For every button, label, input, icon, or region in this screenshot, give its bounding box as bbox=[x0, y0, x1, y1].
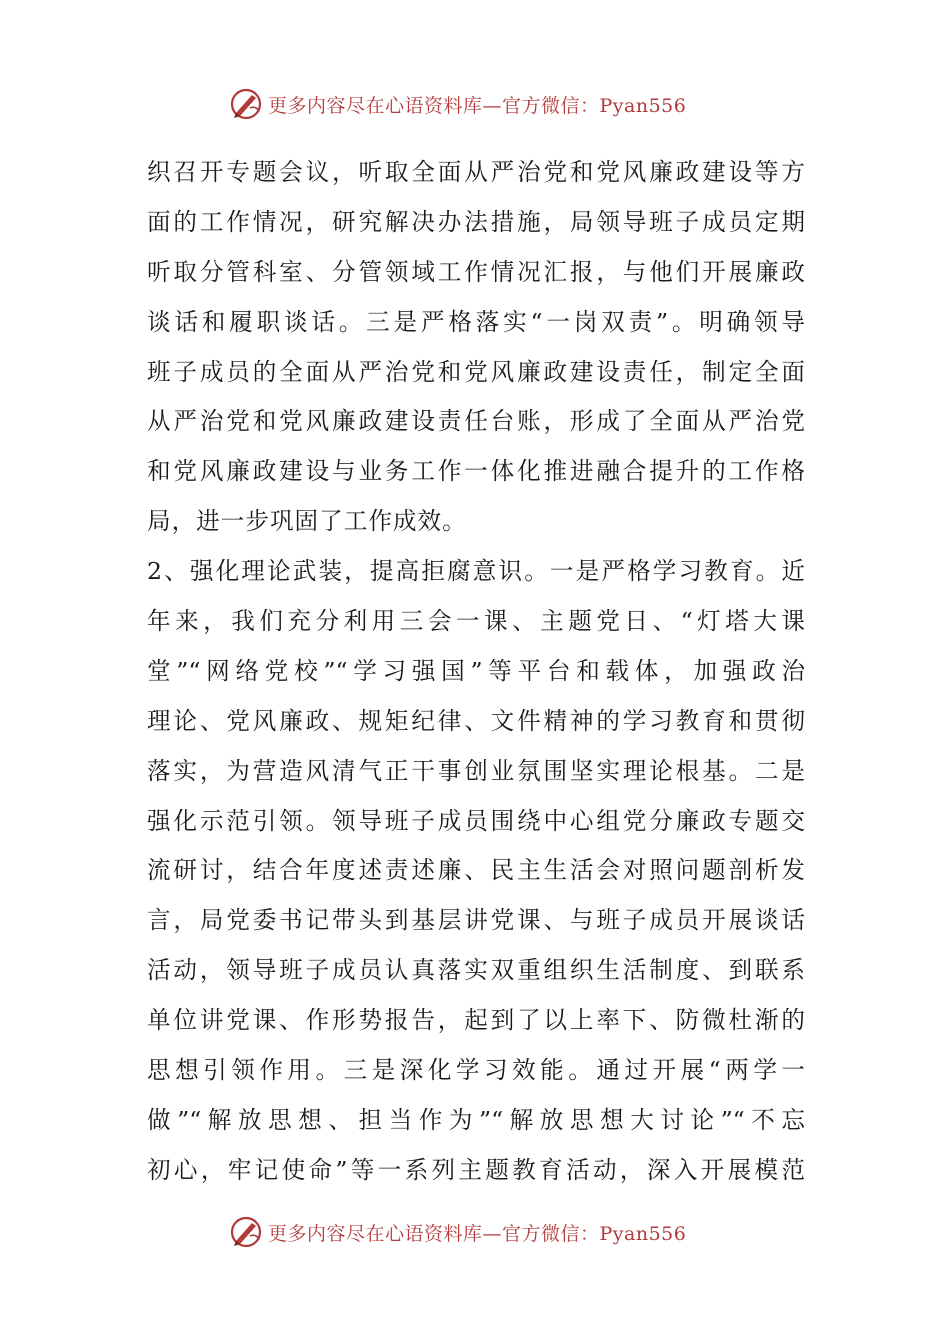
text-line: 从严治党和党风廉政建设责任台账，形成了全面从严治党 bbox=[147, 407, 805, 436]
text-line: 局，进一步巩固了工作成效。 bbox=[147, 507, 467, 536]
pen-logo-icon bbox=[228, 86, 264, 122]
watermark-text: 更多内容尽在心语资料库—官方微信：Pyan556 bbox=[268, 1222, 687, 1245]
text-line: 流研讨，结合年度述责述廉、民主生活会对照问题剖析发 bbox=[147, 856, 805, 885]
text-line: 和党风廉政建设与业务工作一体化推进融合提升的工作格 bbox=[147, 457, 805, 486]
text-line: 活动，领导班子成员认真落实双重组织生活制度、到联系 bbox=[147, 956, 805, 985]
text-line: 强化示范引领。领导班子成员围绕中心组党分廉政专题交 bbox=[147, 806, 805, 835]
text-line: 单位讲党课、作形势报告，起到了以上率下、防微杜渐的 bbox=[147, 1006, 805, 1035]
text-line: 班子成员的全面从严治党和党风廉政建设责任，制定全面 bbox=[147, 357, 805, 386]
watermark-header bbox=[228, 84, 686, 124]
document-body bbox=[147, 148, 805, 1196]
text-line: 年来，我们充分利用三会一课、主题党日、“灯塔大课 bbox=[147, 607, 805, 636]
watermark-text: 更多内容尽在心语资料库—官方微信：Pyan556 bbox=[268, 94, 687, 117]
text-line: 落实，为营造风清气正干事创业氛围坚实理论根基。二是 bbox=[147, 756, 805, 785]
pen-logo-icon bbox=[228, 1214, 264, 1250]
text-line: 听取分管科室、分管领域工作情况汇报，与他们开展廉政 bbox=[147, 257, 805, 286]
text-line: 思想引领作用。三是深化学习效能。通过开展“两学一 bbox=[147, 1056, 805, 1085]
text-line: 做”“解放思想、担当作为”“解放思想大讨论”“不忘 bbox=[147, 1105, 805, 1134]
text-line: 初心，牢记使命”等一系列主题教育活动，深入开展模范 bbox=[147, 1155, 805, 1184]
text-line: 面的工作情况，研究解决办法措施，局领导班子成员定期 bbox=[147, 207, 805, 236]
text-line: 织召开专题会议，听取全面从严治党和党风廉政建设等方 bbox=[147, 158, 805, 186]
text-line: 2、强化理论武装，提高拒腐意识。一是严格学习教育。近 bbox=[147, 557, 805, 586]
watermark-footer bbox=[228, 1212, 686, 1252]
text-line: 理论、党风廉政、规矩纪律、文件精神的学习教育和贯彻 bbox=[147, 706, 805, 735]
text-line: 言，局党委书记带头到基层讲党课、与班子成员开展谈话 bbox=[147, 906, 805, 935]
text-line: 堂”“网络党校”“学习强国”等平台和载体，加强政治 bbox=[147, 656, 805, 685]
text-line: 谈话和履职谈话。三是严格落实“一岗双责”。明确领导 bbox=[147, 307, 805, 336]
